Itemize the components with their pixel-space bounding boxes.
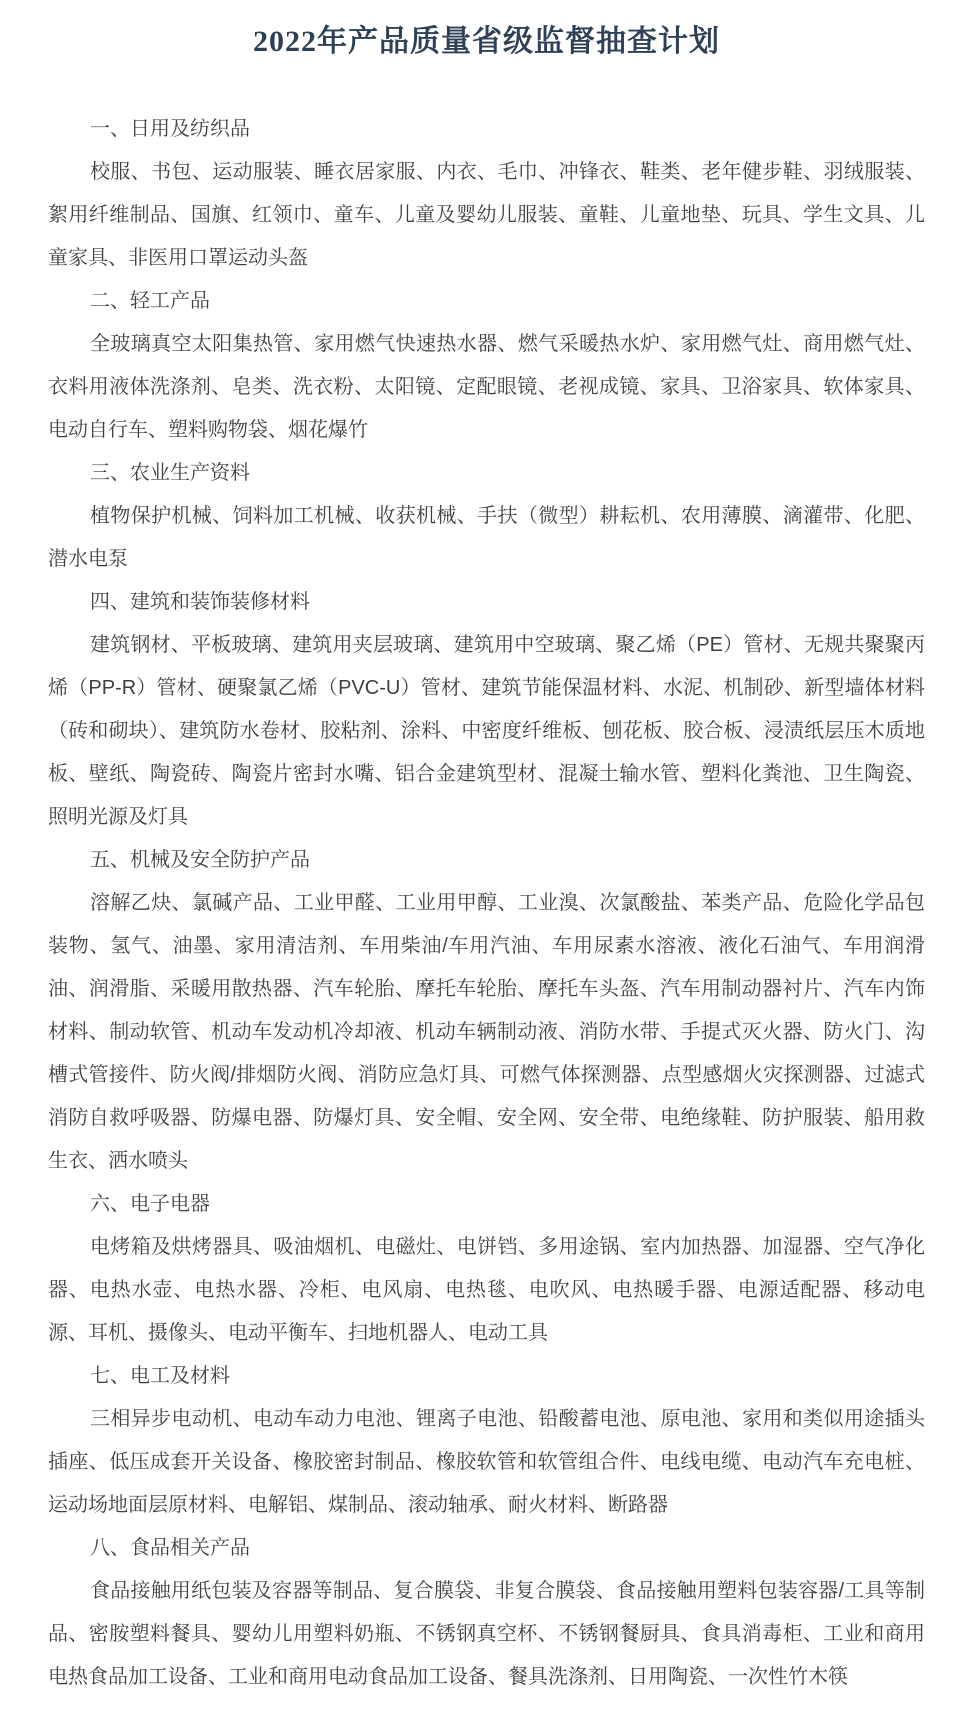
- section-body: 植物保护机械、饲料加工机械、收获机械、手扶（微型）耕耘机、农用薄膜、滴灌带、化肥、潜水电泵: [48, 505, 925, 570]
- section-body: 电烤箱及烘烤器具、吸油烟机、电磁灶、电饼铛、多用途锅、室内加热器、加湿器、空气净化器、电热水壶、电热水器、冷柜、电风扇、电热毯、电吹风、电热暖手器、电源适配器、移动电源、耳机、摄像头、电动平衡车、扫地机器人、电动工具: [48, 1236, 925, 1344]
- section-agricultural-materials: [48, 452, 925, 581]
- section-heading: 三、农业生产资料: [90, 462, 250, 484]
- section-building-decoration-materials: [48, 581, 925, 839]
- section-heading: 四、建筑和装饰装修材料: [90, 591, 310, 613]
- section-heading: 五、机械及安全防护产品: [90, 849, 310, 871]
- section-daily-textiles: [48, 108, 925, 280]
- section-heading: 八、食品相关产品: [90, 1537, 250, 1559]
- section-food-related-products: [48, 1527, 925, 1699]
- section-electrical-materials: [48, 1355, 925, 1527]
- section-heading: 一、日用及纺织品: [90, 118, 250, 140]
- section-heading: 二、轻工产品: [90, 290, 210, 312]
- section-body: 建筑钢材、平板玻璃、建筑用夹层玻璃、建筑用中空玻璃、聚乙烯（PE）管材、无规共聚聚丙烯（PP-R）管材、硬聚氯乙烯（PVC-U）管材、建筑节能保温材料、水泥、机制砂、新型墙体材料（砖和砌块）、建筑防水卷材、胶粘剂、涂料、中密度纤维板、刨花板、胶合板、浸渍纸层压木质地板、壁纸、陶瓷砖、陶瓷片密封水嘴、铝合金建筑型材、混凝土输水管、塑料化粪池、卫生陶瓷、照明光源及灯具: [48, 634, 925, 828]
- section-heading: 七、电工及材料: [90, 1365, 230, 1387]
- section-body: 全玻璃真空太阳集热管、家用燃气快速热水器、燃气采暖热水炉、家用燃气灶、商用燃气灶、衣料用液体洗涤剂、皂类、洗衣粉、太阳镜、定配眼镜、老视成镜、家具、卫浴家具、软体家具、电动自行车、塑料购物袋、烟花爆竹: [48, 333, 925, 441]
- document-content: [48, 108, 925, 1699]
- section-machinery-safety-protection: [48, 839, 925, 1183]
- section-body: 校服、书包、运动服装、睡衣居家服、内衣、毛巾、冲锋衣、鞋类、老年健步鞋、羽绒服装、絮用纤维制品、国旗、红领巾、童车、儿童及婴幼儿服装、童鞋、儿童地垫、玩具、学生文具、儿童家具、非医用口罩运动头盔: [48, 161, 925, 269]
- section-body: 三相异步电动机、电动车动力电池、锂离子电池、铅酸蓄电池、原电池、家用和类似用途插头插座、低压成套开关设备、橡胶密封制品、橡胶软管和软管组合件、电线电缆、电动汽车充电桩、运动场地面层原材料、电解铝、煤制品、滚动轴承、耐火材料、断路器: [48, 1408, 925, 1516]
- section-light-industry: [48, 280, 925, 452]
- section-heading: 六、电子电器: [90, 1193, 210, 1215]
- section-body: 食品接触用纸包装及容器等制品、复合膜袋、非复合膜袋、食品接触用塑料包装容器/工具等制品、密胺塑料餐具、婴幼儿用塑料奶瓶、不锈钢真空杯、不锈钢餐厨具、食具消毒柜、工业和商用电热食品加工设备、工业和商用电动食品加工设备、餐具洗涤剂、日用陶瓷、一次性竹木筷: [48, 1580, 925, 1688]
- section-electronics-appliances: [48, 1183, 925, 1355]
- section-body: 溶解乙炔、氯碱产品、工业甲醛、工业用甲醇、工业溴、次氯酸盐、苯类产品、危险化学品包装物、氢气、油墨、家用清洁剂、车用柴油/车用汽油、车用尿素水溶液、液化石油气、车用润滑油、润滑脂、采暖用散热器、汽车轮胎、摩托车轮胎、摩托车头盔、汽车用制动器衬片、汽车内饰材料、制动软管、机动车发动机冷却液、机动车辆制动液、消防水带、手提式灭火器、防火门、沟槽式管接件、防火阀/排烟防火阀、消防应急灯具、可燃气体探测器、点型感烟火灾探测器、过滤式消防自救呼吸器、防爆电器、防爆灯具、安全帽、安全网、安全带、电绝缘鞋、防护服装、船用救生衣、洒水喷头: [48, 892, 925, 1172]
- document-title: 2022年产品质量省级监督抽查计划: [253, 25, 720, 58]
